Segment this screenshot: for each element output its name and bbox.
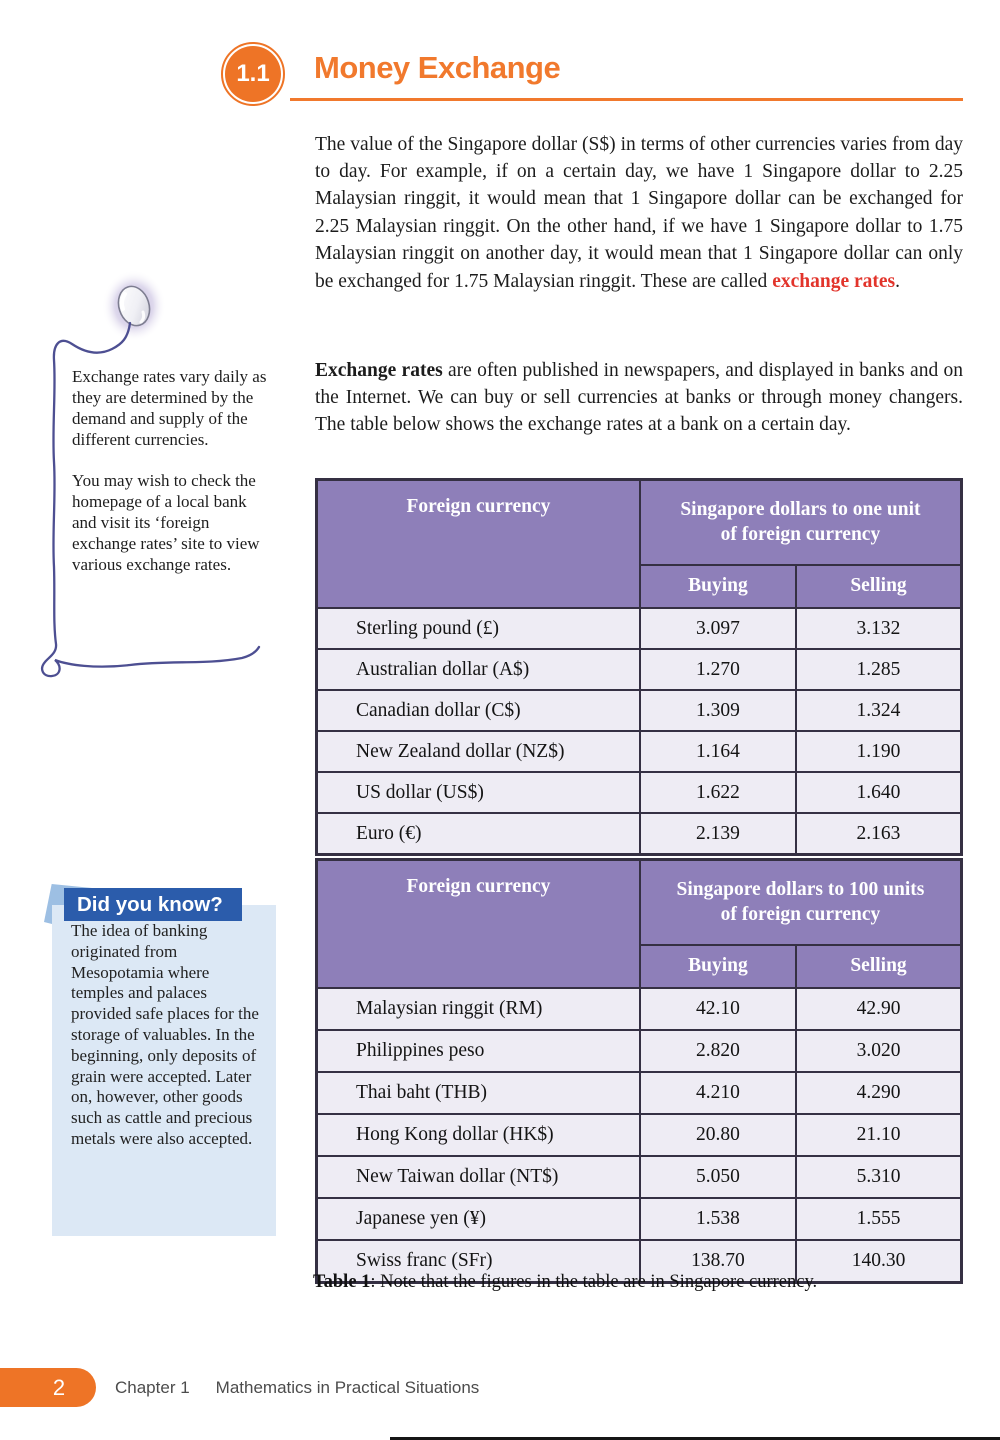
table-row: [317, 649, 962, 690]
running-footer: [115, 1368, 479, 1407]
table-row: [317, 813, 962, 855]
column-header-selling: Selling: [796, 565, 962, 608]
didyouknow-title: Did you know?: [64, 888, 242, 921]
currency-name: Japanese yen (¥): [317, 1198, 640, 1240]
currency-name: Thai baht (THB): [317, 1072, 640, 1114]
currency-name: Hong Kong dollar (HK$): [317, 1114, 640, 1156]
table-row: [317, 988, 962, 1030]
table-row: [317, 1198, 962, 1240]
table-row: [317, 1114, 962, 1156]
intro-paragraph-1: [315, 131, 963, 295]
column-header-buying: Buying: [640, 565, 796, 608]
table-caption-label: Table 1: [313, 1271, 371, 1292]
currency-name: Euro (€): [317, 813, 640, 855]
table-row: [317, 608, 962, 649]
section-number: 1.1: [225, 46, 281, 102]
column-header-sgd-one-unit: Singapore dollars to one unit of foreign currency: [640, 480, 962, 565]
selling-rate: 3.132: [796, 608, 962, 649]
exchange-rates-highlight: exchange rates: [772, 270, 896, 292]
buying-rate: 2.139: [640, 813, 796, 855]
buying-rate: 138.70: [640, 1240, 796, 1283]
currency-name: Sterling pound (£): [317, 608, 640, 649]
selling-rate: 1.190: [796, 731, 962, 772]
table-caption-text: : Note that the figures in the table are in Singapore currency.: [370, 1271, 818, 1292]
buying-rate: 20.80: [640, 1114, 796, 1156]
buying-rate: 1.622: [640, 772, 796, 813]
selling-rate: 5.310: [796, 1156, 962, 1198]
currency-name: Philippines peso: [317, 1030, 640, 1072]
column-header-foreign-currency: Foreign currency: [317, 860, 640, 989]
buying-rate: 3.097: [640, 608, 796, 649]
selling-rate: 4.290: [796, 1072, 962, 1114]
buying-rate: 1.538: [640, 1198, 796, 1240]
page-number: 2: [52, 1374, 66, 1400]
selling-rate: 140.30: [796, 1240, 962, 1283]
buying-rate: 2.820: [640, 1030, 796, 1072]
currency-name: Australian dollar (A$): [317, 649, 640, 690]
footer-chapter-label: Chapter 1: [115, 1377, 190, 1397]
currency-name: Canadian dollar (C$): [317, 690, 640, 731]
exchange-rate-table-100-units: [315, 858, 963, 1284]
buying-rate: 1.309: [640, 690, 796, 731]
selling-rate: 42.90: [796, 988, 962, 1030]
intro-paragraph-2-lead: Exchange rates: [315, 359, 443, 381]
table-row: [317, 1030, 962, 1072]
currency-name: New Taiwan dollar (NT$): [317, 1156, 640, 1198]
selling-rate: 1.285: [796, 649, 962, 690]
buying-rate: 1.164: [640, 731, 796, 772]
table-row: [317, 1156, 962, 1198]
column-header-foreign-currency: Foreign currency: [317, 480, 640, 609]
margin-note-paragraph-1: Exchange rates vary daily as they are determined by the demand and supply of the different currencies.: [72, 367, 267, 449]
buying-rate: 42.10: [640, 988, 796, 1030]
column-header-sgd-100-units: Singapore dollars to 100 units of foreign currency: [640, 860, 962, 945]
currency-name: New Zealand dollar (NZ$): [317, 731, 640, 772]
intro-paragraph-1-text: The value of the Singapore dollar (S$) in terms of other currencies varies from day to day. For example, if on a certain day, we have 1 Singapore dollar to 2.25 Malaysian ringgit, it would mean that 1 Singapore dollar can be exchanged for 2.25 Malaysian ringgit. On the other hand, if we have 1 Singapore dollar to 1.75 Malaysian ringgit on another day, it would mean that 1 Singapore dollar can only be exchanged for 1.75 Malaysian ringgit. These are called: [315, 133, 963, 292]
currency-name: Swiss franc (SFr): [317, 1240, 640, 1283]
selling-rate: 1.324: [796, 690, 962, 731]
column-header-buying: Buying: [640, 945, 796, 988]
selling-rate: 2.163: [796, 813, 962, 855]
selling-rate: 1.640: [796, 772, 962, 813]
column-header-selling: Selling: [796, 945, 962, 988]
exchange-rate-table-one-unit: [315, 478, 963, 856]
buying-rate: 4.210: [640, 1072, 796, 1114]
table-row: [317, 1072, 962, 1114]
buying-rate: 1.270: [640, 649, 796, 690]
margin-note-paragraph-2: You may wish to check the homepage of a local bank and visit its ‘foreign exchange rates’ site to view various exchange rates.: [72, 471, 260, 574]
currency-name: Malaysian ringgit (RM): [317, 988, 640, 1030]
buying-rate: 5.050: [640, 1156, 796, 1198]
section-number-badge: [221, 42, 285, 106]
margin-note: [72, 366, 270, 595]
table-row: [317, 731, 962, 772]
selling-rate: 3.020: [796, 1030, 962, 1072]
footer-chapter-title: Mathematics in Practical Situations: [215, 1377, 480, 1397]
intro-paragraph-2-text: are often published in newspapers, and displayed in banks and on the Internet. We can buy or sell currencies at banks or through money changers. The table below shows the exchange rates at a bank on a certain day.: [315, 359, 964, 436]
didyouknow-body: The idea of banking originated from Mesopotamia where temples and palaces provided safe places for the storage of valuables. In the beginning, only deposits of grain were accepted. Later on, however, other goods such as cattle and precious metals were also accepted.: [71, 921, 259, 1148]
selling-rate: 1.555: [796, 1198, 962, 1240]
page-number-tab: [0, 1368, 96, 1407]
title-underline: [290, 98, 963, 101]
table-row: [317, 690, 962, 731]
table-row: [317, 772, 962, 813]
page-title: Money Exchange: [314, 50, 561, 85]
intro-paragraph-1-period: .: [895, 270, 900, 292]
table-caption: [313, 1272, 973, 1293]
intro-paragraph-2: [315, 357, 963, 439]
currency-name: US dollar (US$): [317, 772, 640, 813]
selling-rate: 21.10: [796, 1114, 962, 1156]
